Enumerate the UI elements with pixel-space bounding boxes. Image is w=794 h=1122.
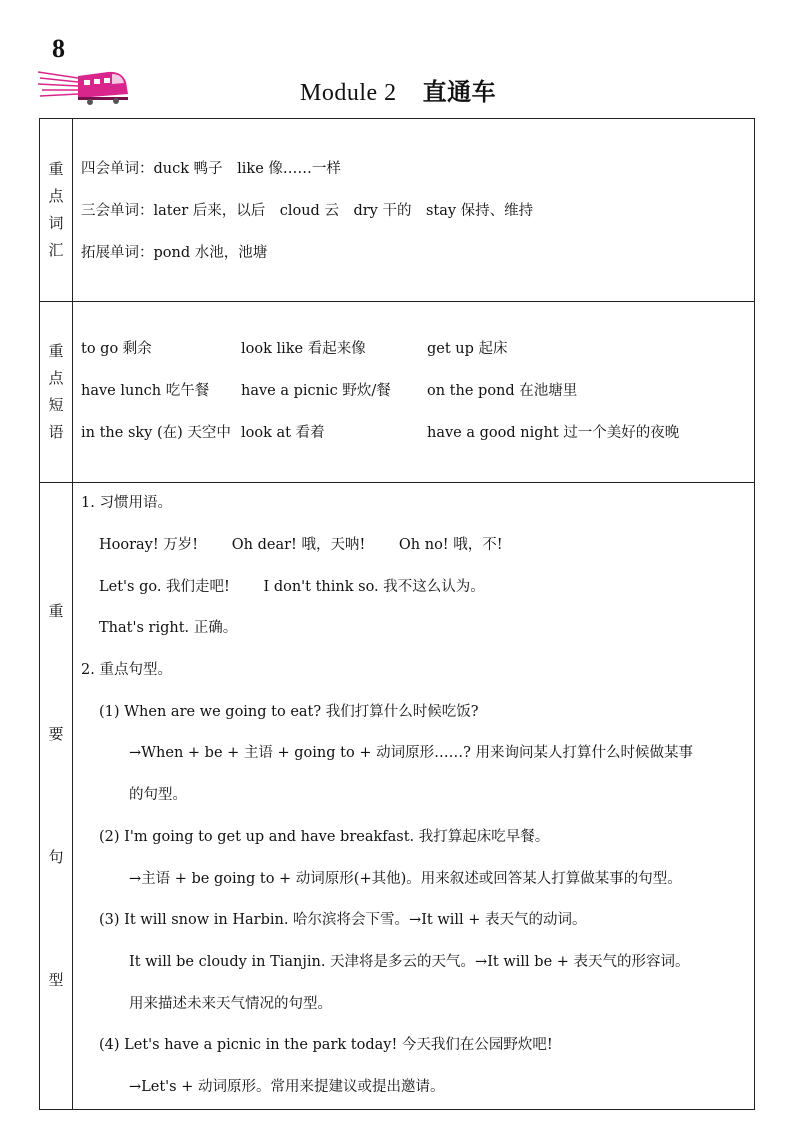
pattern-sentence: (4) Let's have a picnic in the park today! 今天我们在公园野炊吧! — [99, 1037, 553, 1054]
idiom-line: Hooray! 万岁! Oh dear! 哦，天呐! Oh no! 哦，不! — [99, 537, 503, 554]
pattern-sentence: (3) It will snow in Harbin. 哈尔滨将会下雪。→It will + 表天气的动词。 — [99, 912, 587, 929]
phrase-row — [40, 302, 755, 483]
module-name: Module 2 — [300, 80, 397, 106]
pattern-note: →When + be + 主语 + going to + 动词原形……? 用来询问某人打算什么时候做某事 — [129, 745, 693, 762]
section-heading: 2. 重点句型。 — [81, 662, 172, 679]
pattern-note: 的句型。 — [129, 787, 187, 804]
phrase-line: in the sky (在) 天空中 look at 看着 have a good night 过一个美好的夜晚 — [81, 424, 680, 441]
pattern-note: →Let's + 动词原形。常用来提建议或提出邀请。 — [129, 1078, 445, 1095]
vocab-line: 四会单词：duck 鸭子 like 像……一样 — [81, 161, 341, 178]
vocab-line: 三会单词：later 后来，以后 cloud 云 dry 干的 stay 保持、维持 — [81, 203, 534, 220]
pattern-note: 用来描述未来天气情况的句型。 — [129, 995, 332, 1012]
sentence-label: 重 要 句 型 — [40, 483, 73, 1110]
train-icon — [38, 62, 130, 108]
page-number: 8 — [52, 34, 65, 63]
vocab-row — [40, 119, 755, 302]
sentence-content — [73, 483, 755, 1110]
sentence-row — [40, 483, 755, 1110]
vocab-label: 重 点 词 汇 — [40, 119, 73, 302]
phrase-content — [73, 302, 755, 483]
phrase-line: have lunch 吃午餐 have a picnic 野炊/餐 on the pond 在池塘里 — [81, 383, 578, 400]
pattern-sentence: (2) I'm going to get up and have breakfast. 我打算起床吃早餐。 — [99, 828, 550, 845]
idiom-line: Let's go. 我们走吧! I don't think so. 我不这么认为。 — [99, 578, 485, 595]
pattern-sentence: (1) When are we going to eat? 我们打算什么时候吃饭? — [99, 703, 479, 720]
page-title — [300, 72, 496, 107]
vocab-line: 拓展单词：pond 水池，池塘 — [81, 244, 268, 261]
vocab-content — [73, 119, 755, 302]
phrase-label: 重 点 短 语 — [40, 302, 73, 483]
section-heading: 1. 习惯用语。 — [81, 495, 172, 512]
phrase-line: to go 剩余 look like 看起来像 get up 起床 — [81, 341, 508, 358]
pattern-note: It will be cloudy in Tianjin. 天津将是多云的天气。→It will be + 表天气的形容词。 — [129, 953, 690, 970]
title-cn: 直通车 — [422, 77, 497, 106]
pattern-note: →主语 + be going to + 动词原形(+其他)。用来叙述或回答某人打算做某事的句型。 — [129, 870, 682, 887]
summary-table — [39, 118, 755, 1110]
idiom-line: That's right. 正确。 — [99, 620, 238, 637]
